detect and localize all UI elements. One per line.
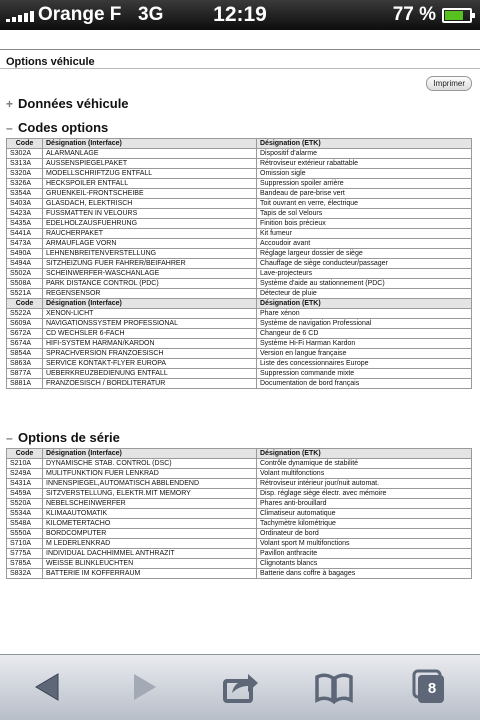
table-header-row (7, 299, 472, 309)
interface-cell: RAUCHERPAKET (43, 229, 257, 239)
table-row (7, 209, 472, 219)
column-header-code: Code (7, 139, 43, 149)
column-header-code: Code (7, 449, 43, 459)
code-cell: S522A (7, 309, 43, 319)
network-type: 3G (138, 4, 164, 25)
table-row (7, 169, 472, 179)
table-row (7, 519, 472, 529)
etk-cell: Rétroviseur extérieur rabattable (257, 159, 472, 169)
interface-cell: FUSSMATTEN IN VELOURS (43, 209, 257, 219)
table-row (7, 529, 472, 539)
series-options-table (6, 448, 472, 579)
etk-cell: Réglage largeur dossier de siège (257, 249, 472, 259)
interface-cell: GRUENKEIL-FRONTSCHEIBE (43, 189, 257, 199)
code-cell: S354A (7, 189, 43, 199)
code-cell: S490A (7, 249, 43, 259)
code-cell: S832A (7, 569, 43, 579)
etk-cell: Détecteur de pluie (257, 289, 472, 299)
etk-cell: Accoudoir avant (257, 239, 472, 249)
code-cell: S710A (7, 539, 43, 549)
column-header-etk: Désignation (ETK) (257, 449, 472, 459)
table-row (7, 219, 472, 229)
etk-cell: Batterie dans coffre à bagages (257, 569, 472, 579)
interface-cell: SITZHEIZUNG FUER FAHRER/BEIFAHRER (43, 259, 257, 269)
interface-cell: MULITFUNKTION FUER LENKRAD (43, 469, 257, 479)
code-cell: S435A (7, 219, 43, 229)
interface-cell: CD WECHSLER 6-FACH (43, 329, 257, 339)
etk-cell: Toit ouvrant en verre, électrique (257, 199, 472, 209)
interface-cell: HECKSPOILER ENTFALL (43, 179, 257, 189)
code-cell: S854A (7, 349, 43, 359)
etk-cell: Finition bois précieux (257, 219, 472, 229)
interface-cell: INDIVIDUAL DACHHIMMEL ANTHRAZIT (43, 549, 257, 559)
etk-cell: Changeur de 6 CD (257, 329, 472, 339)
table-header-row (7, 449, 472, 459)
code-cell: S534A (7, 509, 43, 519)
table-row (7, 369, 472, 379)
etk-cell: Système Hi-Fi Harman Kardon (257, 339, 472, 349)
etk-cell: Phare xénon (257, 309, 472, 319)
table-row (7, 279, 472, 289)
etk-cell: Système de navigation Professional (257, 319, 472, 329)
code-cell: S672A (7, 329, 43, 339)
etk-cell: Dispositif d'alarme (257, 149, 472, 159)
interface-cell: BORDCOMPUTER (43, 529, 257, 539)
etk-cell: Bandeau de pare-brise vert (257, 189, 472, 199)
series-options-title[interactable]: Options de série (18, 430, 120, 445)
code-cell: S249A (7, 469, 43, 479)
code-cell: S775A (7, 549, 43, 559)
table-row (7, 309, 472, 319)
etk-cell: Tapis de sol Velours (257, 209, 472, 219)
code-cell: S502A (7, 269, 43, 279)
back-icon[interactable] (28, 669, 68, 705)
etk-cell: Liste des concessionnaires Europe (257, 359, 472, 369)
interface-cell: ARMAUFLAGE VORN (43, 239, 257, 249)
code-cell: S609A (7, 319, 43, 329)
codes-options-title[interactable]: Codes options (18, 120, 109, 135)
code-cell: S320A (7, 169, 43, 179)
interface-cell: FRANZOESISCH / BORDLITERATUR (43, 379, 257, 389)
interface-cell: M LEDERLENKRAD (43, 539, 257, 549)
code-cell: S881A (7, 379, 43, 389)
interface-cell: EDELHOLZAUSFUEHRUNG (43, 219, 257, 229)
etk-cell: Suppression commande mixte (257, 369, 472, 379)
code-cell: S674A (7, 339, 43, 349)
interface-cell: BATTERIE IM KOFFERRAUM (43, 569, 257, 579)
carrier-name: Orange F (38, 4, 122, 25)
interface-cell: KLIMAAUTOMATIK (43, 509, 257, 519)
vehicle-data-header[interactable] (6, 96, 129, 114)
etk-cell: Volant sport M multifonctions (257, 539, 472, 549)
code-cell: S863A (7, 359, 43, 369)
table-row (7, 479, 472, 489)
status-time: 12:19 (213, 3, 267, 26)
column-header-code: Code (7, 299, 43, 309)
etk-cell: Climatiseur automatique (257, 509, 472, 519)
table-row (7, 539, 472, 549)
etk-cell: Volant multifonctions (257, 469, 472, 479)
etk-cell: Ordinateur de bord (257, 529, 472, 539)
table-row (7, 149, 472, 159)
etk-cell: Disp. réglage siège électr. avec mémoire (257, 489, 472, 499)
interface-cell: SPRACHVERSION FRANZOESISCH (43, 349, 257, 359)
code-cell: S494A (7, 259, 43, 269)
table-row (7, 559, 472, 569)
etk-cell: Chauffage de siège conducteur/passager (257, 259, 472, 269)
table-row (7, 469, 472, 479)
table-row (7, 259, 472, 269)
column-header-etk: Désignation (ETK) (257, 139, 472, 149)
collapse-icon[interactable]: – (6, 121, 13, 135)
code-cell: S302A (7, 149, 43, 159)
series-options-section (0, 430, 480, 579)
etk-cell: Suppression spoiler arrière (257, 179, 472, 189)
code-cell: S473A (7, 239, 43, 249)
table-header-row (7, 139, 472, 149)
table-row (7, 249, 472, 259)
codes-options-header[interactable] (0, 120, 480, 138)
page-header-bar (0, 30, 480, 50)
interface-cell: AUSSENSPIEGELPAKET (43, 159, 257, 169)
interface-cell: LEHNENBREITENVERSTELLUNG (43, 249, 257, 259)
column-header-interface: Désignation (Interface) (43, 449, 257, 459)
interface-cell: GLASDACH, ELEKTRISCH (43, 199, 257, 209)
column-header-etk: Désignation (ETK) (257, 299, 472, 309)
battery-percent: 77 % (392, 4, 436, 25)
tabs-icon[interactable] (408, 669, 448, 705)
code-cell: S403A (7, 199, 43, 209)
table-row (7, 459, 472, 469)
browser-toolbar (0, 654, 480, 720)
etk-cell: Phares anti-brouillard (257, 499, 472, 509)
table-row (7, 349, 472, 359)
bookmarks-icon[interactable] (314, 669, 354, 705)
table-row (7, 199, 472, 209)
table-row (7, 189, 472, 199)
code-cell: S548A (7, 519, 43, 529)
table-row (7, 379, 472, 389)
column-header-interface: Désignation (Interface) (43, 139, 257, 149)
code-cell: S785A (7, 559, 43, 569)
battery-icon (442, 8, 472, 23)
interface-cell: SERVICE KONTAKT-FLYER EUROPA (43, 359, 257, 369)
vehicle-data-title[interactable]: Données véhicule (18, 96, 129, 111)
etk-cell: Pavillon anthracite (257, 549, 472, 559)
etk-cell: Système d'aide au stationnement (PDC) (257, 279, 472, 289)
code-cell: S313A (7, 159, 43, 169)
page-title: Options véhicule (6, 56, 95, 68)
interface-cell: WEISSE BLINKLEUCHTEN (43, 559, 257, 569)
interface-cell: UEBERKREUZBEDIENUNG ENTFALL (43, 369, 257, 379)
table-row (7, 489, 472, 499)
codes-options-table (6, 138, 472, 389)
code-cell: S508A (7, 279, 43, 289)
table-row (7, 569, 472, 579)
code-cell: S520A (7, 499, 43, 509)
table-row (7, 159, 472, 169)
table-row (7, 179, 472, 189)
table-row (7, 549, 472, 559)
status-bar (0, 0, 480, 30)
etk-cell: Tachymètre kilométrique (257, 519, 472, 529)
etk-cell: Version en langue française (257, 349, 472, 359)
etk-cell: Kit fumeur (257, 229, 472, 239)
code-cell: S210A (7, 459, 43, 469)
etk-cell: Documentation de bord français (257, 379, 472, 389)
interface-cell: REGENSENSOR (43, 289, 257, 299)
code-cell: S326A (7, 179, 43, 189)
interface-cell: HIFI-SYSTEM HARMAN/KARDON (43, 339, 257, 349)
table-row (7, 499, 472, 509)
etk-cell: Lave-projecteurs (257, 269, 472, 279)
interface-cell: INNENSPIEGEL,AUTOMATISCH ABBLENDEND (43, 479, 257, 489)
interface-cell: XENON-LICHT (43, 309, 257, 319)
codes-options-section (0, 120, 480, 389)
table-row (7, 289, 472, 299)
vehicle-data-section (6, 96, 129, 114)
tabs-count: 8 (427, 680, 437, 697)
code-cell: S521A (7, 289, 43, 299)
print-button[interactable]: Imprimer (426, 76, 472, 91)
etk-cell: Omission sigle (257, 169, 472, 179)
code-cell: S423A (7, 209, 43, 219)
table-row (7, 239, 472, 249)
table-row (7, 339, 472, 349)
interface-cell: MODELLSCHRIFTZUG ENTFALL (43, 169, 257, 179)
table-row (7, 269, 472, 279)
interface-cell: NAVIGATIONSSYSTEM PROFESSIONAL (43, 319, 257, 329)
code-cell: S441A (7, 229, 43, 239)
forward-icon[interactable] (124, 669, 164, 705)
interface-cell: PARK DISTANCE CONTROL (PDC) (43, 279, 257, 289)
code-cell: S431A (7, 479, 43, 489)
interface-cell: ALARMANLAGE (43, 149, 257, 159)
table-row (7, 319, 472, 329)
expand-icon[interactable]: + (6, 97, 14, 111)
code-cell: S877A (7, 369, 43, 379)
etk-cell: Contrôle dynamique de stabilité (257, 459, 472, 469)
divider (0, 68, 480, 69)
interface-cell: SITZVERSTELLUNG, ELEKTR.MIT MEMORY (43, 489, 257, 499)
series-options-header[interactable] (0, 430, 480, 448)
table-row (7, 509, 472, 519)
share-icon[interactable] (220, 669, 260, 705)
collapse-icon[interactable]: – (6, 431, 13, 445)
interface-cell: NEBELSCHEINWERFER (43, 499, 257, 509)
column-header-interface: Désignation (Interface) (43, 299, 257, 309)
interface-cell: DYNAMISCHE STAB. CONTROL (DSC) (43, 459, 257, 469)
etk-cell: Rétroviseur intérieur jour/nuit automat. (257, 479, 472, 489)
table-row (7, 229, 472, 239)
interface-cell: SCHEINWERFER-WASCHANLAGE (43, 269, 257, 279)
code-cell: S550A (7, 529, 43, 539)
table-row (7, 359, 472, 369)
table-row (7, 329, 472, 339)
code-cell: S459A (7, 489, 43, 499)
interface-cell: KILOMETERTACHO (43, 519, 257, 529)
etk-cell: Clignotants blancs (257, 559, 472, 569)
